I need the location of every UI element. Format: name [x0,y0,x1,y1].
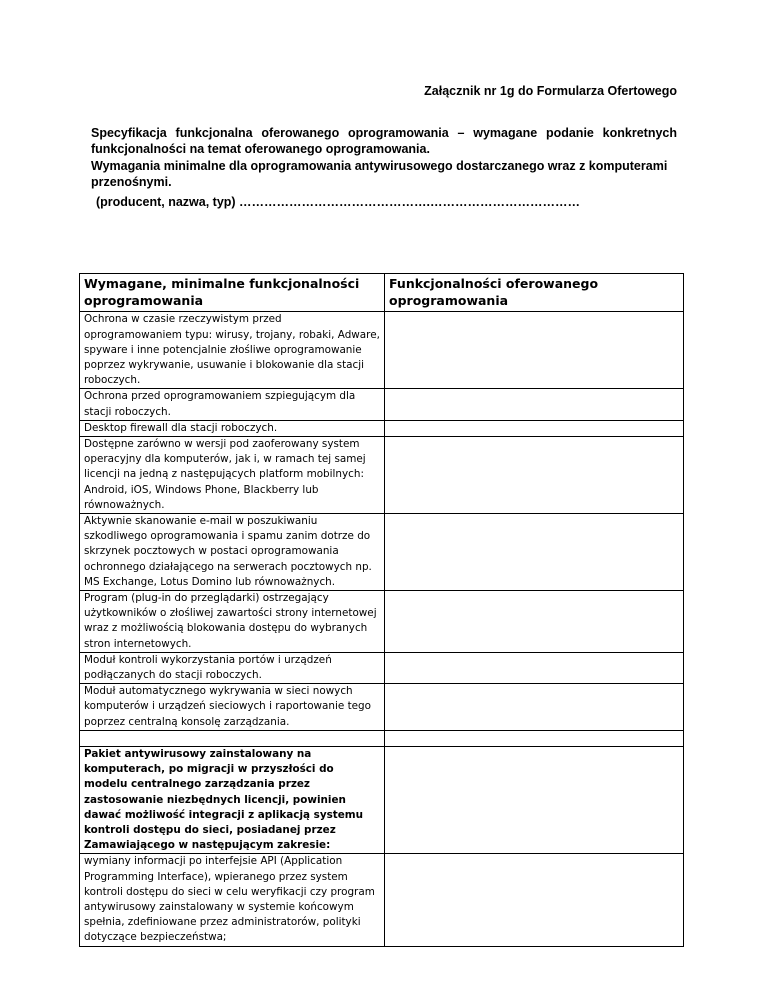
required-cell: Program (plug-in do przeglądarki) ostrzegający użytkowników o złośliwej zawartości strony internetowej wraz z możliwością blokowania dostępu do wybranych stron internetowych. [80,591,385,653]
offered-cell[interactable] [385,746,684,853]
offered-cell[interactable] [385,420,684,436]
attachment-header: Załącznik nr 1g do Formularza Ofertowego [424,84,677,98]
table-row [80,312,684,389]
table-row [80,591,684,653]
table-row [80,746,684,853]
table-row [80,437,684,514]
required-cell: Moduł automatycznego wykrywania w sieci nowych komputerów i urządzeń sieciowych i raportowanie tego poprzez centralną konsolę zarządzania. [80,684,385,731]
offered-cell[interactable] [385,514,684,591]
table-row [80,652,684,683]
table-row-empty [80,730,684,746]
required-cell: wymiany informacji po interfejsie API (Application Programming Interface), wpieranego przez system kontroli dostępu do sieci w celu weryfikacji czy program antywirusowy zainstalowany w systemie końcowym spełnia, zdefiniowane przez administratorów, polityki dotyczące bezpieczeństwa; [80,854,385,946]
table-row [80,420,684,436]
table-row [80,514,684,591]
offered-cell[interactable] [385,389,684,420]
producer-line: (producent, nazwa, typ) ……………………………………….……………………………… [96,195,581,209]
offered-cell[interactable] [385,437,684,514]
offered-cell[interactable] [385,730,684,746]
column-header-offered: Funkcjonalności oferowanego oprogramowania [385,274,684,312]
required-cell: Desktop firewall dla stacji roboczych. [80,420,385,436]
column-header-required: Wymagane, minimalne funkcjonalności oprogramowania [80,274,385,312]
requirements-table [79,273,684,947]
required-cell [80,730,385,746]
table-row [80,684,684,731]
table-row [80,854,684,946]
requirements-subtitle: Wymagania minimalne dla oprogramowania antywirusowego dostarczanego wraz z komputerami przenośnymi. [91,159,668,189]
offered-cell[interactable] [385,854,684,946]
offered-cell[interactable] [385,312,684,389]
offered-cell[interactable] [385,591,684,653]
required-cell: Ochrona w czasie rzeczywistym przed oprogramowaniem typu: wirusy, trojany, robaki, Adware, spyware i inne potencjalnie złośliwe oprogramowanie poprzez wykrywanie, usuwanie i blokowanie dla stacji roboczych. [80,312,385,389]
required-cell-bold: Pakiet antywirusowy zainstalowany na komputerach, po migracji w przyszłości do modelu centralnego zarządzania przez zastosowanie niezbędnych licencji, powinien dawać możliwość integracji z aplikacją systemu kontroli dostępu do sieci, posiadanej przez Zamawiającego w następującym zakresie: [80,746,385,853]
spec-title: Specyfikacja funkcjonalna oferowanego oprogramowania – wymagane podanie konkretnych funkcjonalności na temat oferowanego oprogramowania. [91,126,677,156]
required-cell: Dostępne zarówno w wersji pod zaoferowany system operacyjny dla komputerów, jak i, w ramach tej samej licencji na jedną z następujących platform mobilnych: Android, iOS, Windows Phone, Blackberry lub równoważnych. [80,437,385,514]
offered-cell[interactable] [385,684,684,731]
required-cell: Moduł kontroli wykorzystania portów i urządzeń podłączanych do stacji roboczych. [80,652,385,683]
required-cell: Aktywnie skanowanie e-mail w poszukiwaniu szkodliwego oprogramowania i spamu zanim dotrze do skrzynek pocztowych w postaci oprogramowania ochronnego działającego na serwerach pocztowych np. MS Exchange, Lotus Domino lub równoważnych. [80,514,385,591]
required-cell: Ochrona przed oprogramowaniem szpiegującym dla stacji roboczych. [80,389,385,420]
table-row [80,389,684,420]
table-header-row [80,274,684,312]
offered-cell[interactable] [385,652,684,683]
